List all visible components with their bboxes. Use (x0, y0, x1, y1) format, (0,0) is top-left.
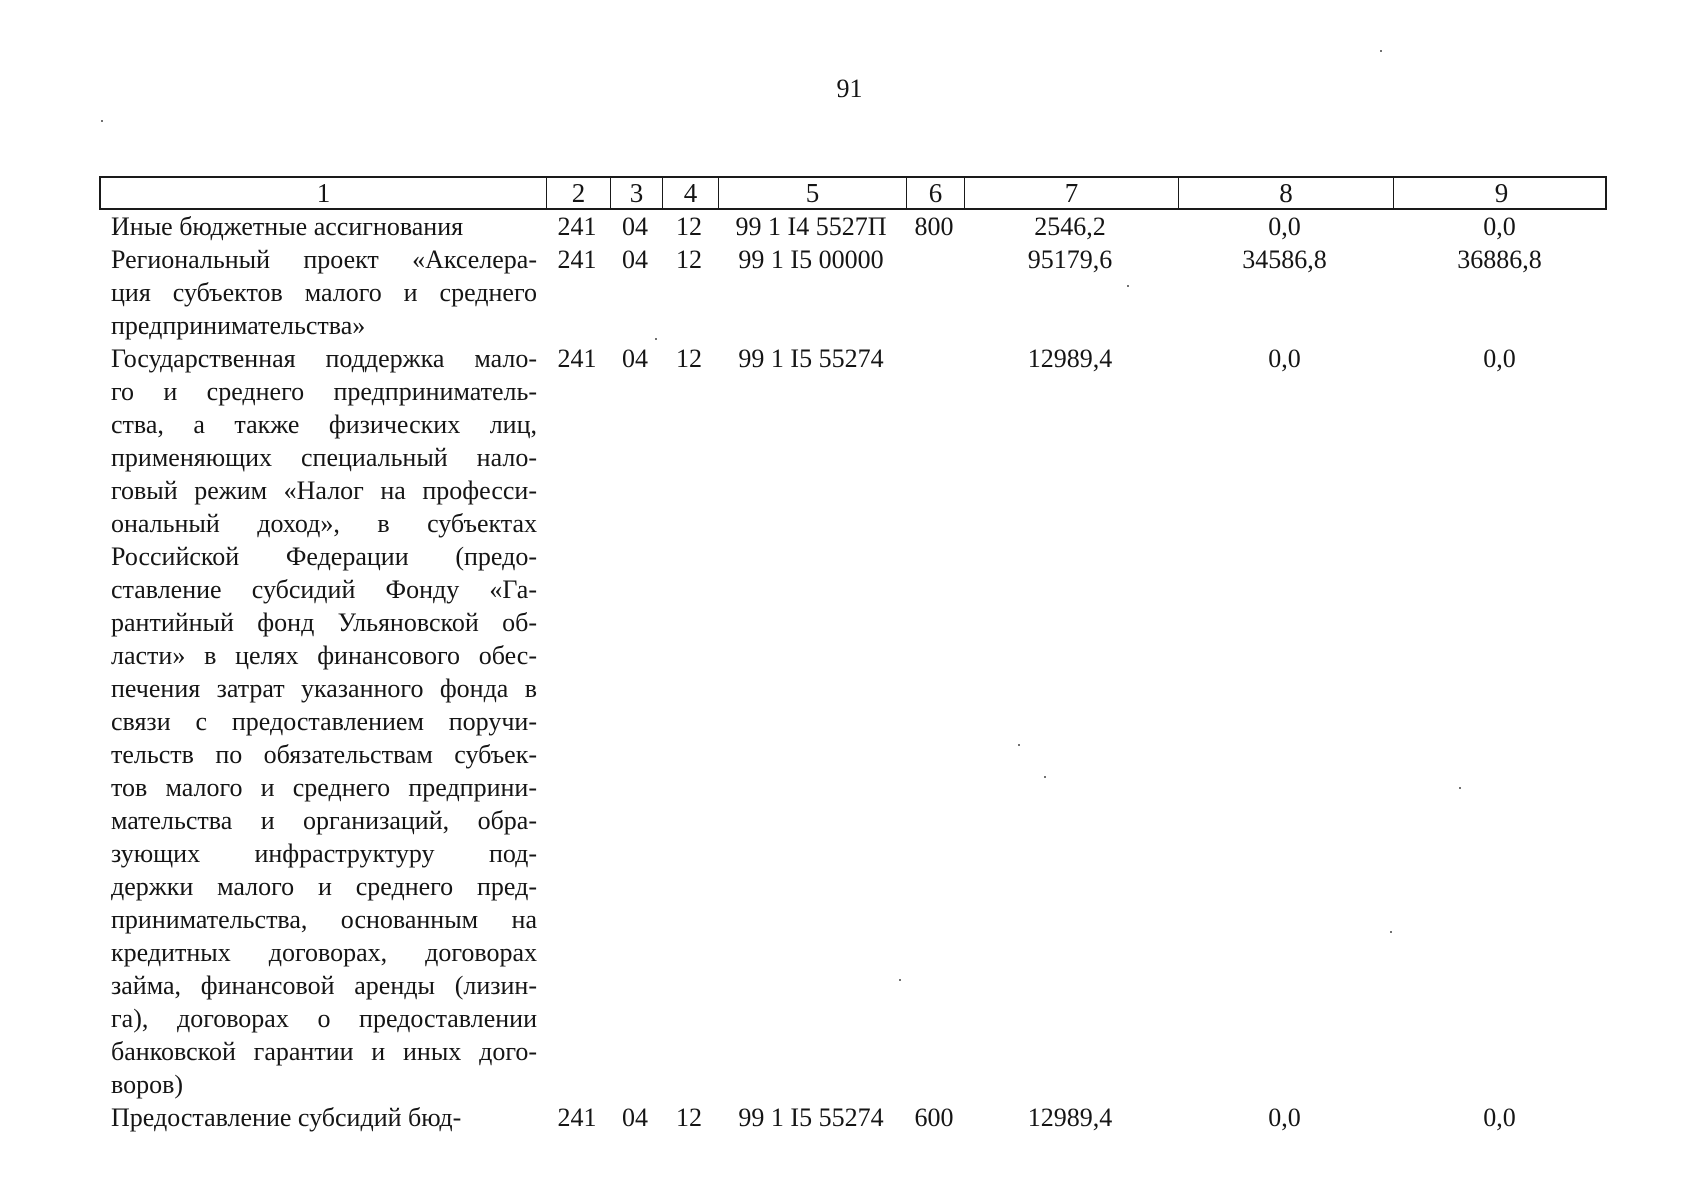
row-cell-c8: 0,0 (1268, 344, 1301, 373)
header-col-4: 4 (663, 178, 719, 209)
description-line: тельств по обязательствам субъек- (111, 740, 537, 769)
row-cell-c5: 99 1 I5 55274 (738, 1103, 884, 1132)
row-cell-c4: 12 (676, 1103, 702, 1132)
table-header-row (99, 176, 1607, 210)
row-cell-c7: 95179,6 (1027, 245, 1113, 274)
description-line: банковской гарантии и иных дого- (111, 1037, 537, 1066)
row-cell-c8: 34586,8 (1242, 245, 1327, 274)
description-line: ставление субсидий Фонду «Га- (111, 575, 537, 604)
header-col-3: 3 (611, 178, 663, 209)
row-cell-c3: 04 (622, 245, 648, 274)
row-cell-c2: 241 (557, 212, 597, 241)
header-col-2: 2 (547, 178, 611, 209)
header-col-9: 9 (1494, 178, 1509, 208)
description-line: говый режим «Налог на професси- (111, 476, 537, 505)
description-line: воров) (111, 1070, 184, 1099)
row-description (99, 243, 545, 342)
row-cell-c2: 241 (557, 1103, 597, 1132)
description-line: связи с предоставлением поручи- (111, 707, 537, 736)
page-number: 91 (836, 74, 863, 103)
row-cell-c5: 99 1 I4 5527П (735, 212, 887, 241)
description-line: мательства и организаций, обра- (111, 806, 537, 835)
row-cell-c8: 0,0 (1268, 212, 1301, 241)
row-cell-c6: 600 (914, 1103, 954, 1132)
row-cell-c7: 12989,4 (1027, 1103, 1113, 1132)
row-cell-c8: 0,0 (1268, 1103, 1301, 1132)
description-line: Региональный проект «Акселера- (111, 245, 537, 274)
budget-table (99, 176, 1607, 1134)
row-cell-c9: 36886,8 (1457, 245, 1542, 274)
row-cell-c7: 12989,4 (1027, 344, 1113, 373)
description-line: рантийный фонд Ульяновской об- (111, 608, 537, 637)
row-cell-c9: 0,0 (1483, 212, 1516, 241)
description-line: ства, а также физических лиц, (111, 410, 537, 439)
header-col-8: 8 (1179, 178, 1394, 209)
row-cell-c5: 99 1 I5 00000 (738, 245, 884, 274)
description-line: кредитных договорах, договорах (111, 938, 537, 967)
description-line: га), договорах о предоставлении (111, 1004, 537, 1033)
row-cell-c3: 04 (622, 344, 648, 373)
description-line: принимательства, основанным на (111, 905, 537, 934)
row-cell-c2: 241 (557, 245, 597, 274)
row-cell-c7: 2546,2 (1034, 212, 1106, 241)
row-cell-c6 (905, 243, 963, 342)
description-line: Российской Федерации (предо- (111, 542, 537, 571)
description-line: ция субъектов малого и среднего (111, 278, 537, 307)
description-line: печения затрат указанного фонда в (111, 674, 537, 703)
description-line: Государственная поддержка мало- (111, 344, 537, 373)
row-cell-c5: 99 1 I5 55274 (738, 344, 884, 373)
description-line: ласти» в целях финансового обес- (111, 641, 537, 670)
row-cell-c3: 04 (622, 212, 648, 241)
description-line: держки малого и среднего пред- (111, 872, 537, 901)
table-row (99, 243, 1607, 342)
row-cell-c4: 12 (676, 344, 702, 373)
description-line: займа, финансовой аренды (лизин- (111, 971, 537, 1000)
description-line: применяющих специальный нало- (111, 443, 537, 472)
description-line: тов малого и среднего предприни- (111, 773, 537, 802)
row-cell-c4: 12 (676, 245, 702, 274)
header-col-6: 6 (907, 178, 965, 209)
row-cell-c9: 0,0 (1483, 1103, 1516, 1132)
row-description (99, 1101, 545, 1134)
description-line: Предоставление субсидий бюд- (111, 1103, 462, 1132)
row-description (99, 342, 545, 1101)
table-row (99, 342, 1607, 1101)
description-line: Иные бюджетные ассигнования (111, 212, 464, 241)
row-cell-c9: 0,0 (1483, 344, 1516, 373)
description-line: го и среднего предприниматель- (111, 377, 537, 406)
header-col-5: 5 (719, 178, 907, 209)
header-col-1: 1 (101, 178, 547, 209)
row-cell-c6: 800 (914, 212, 954, 241)
row-cell-c4: 12 (676, 212, 702, 241)
row-cell-c3: 04 (622, 1103, 648, 1132)
header-col-7: 7 (965, 178, 1179, 209)
description-line: предпринимательства» (111, 311, 366, 340)
description-line: ональный доход», в субъектах (111, 509, 537, 538)
row-description (99, 210, 545, 243)
table-body (99, 210, 1607, 1134)
row-cell-c2: 241 (557, 344, 597, 373)
row-cell-c6 (905, 342, 963, 1101)
table-row (99, 210, 1607, 243)
table-row (99, 1101, 1607, 1134)
description-line: зующих инфраструктуру под- (111, 839, 537, 868)
